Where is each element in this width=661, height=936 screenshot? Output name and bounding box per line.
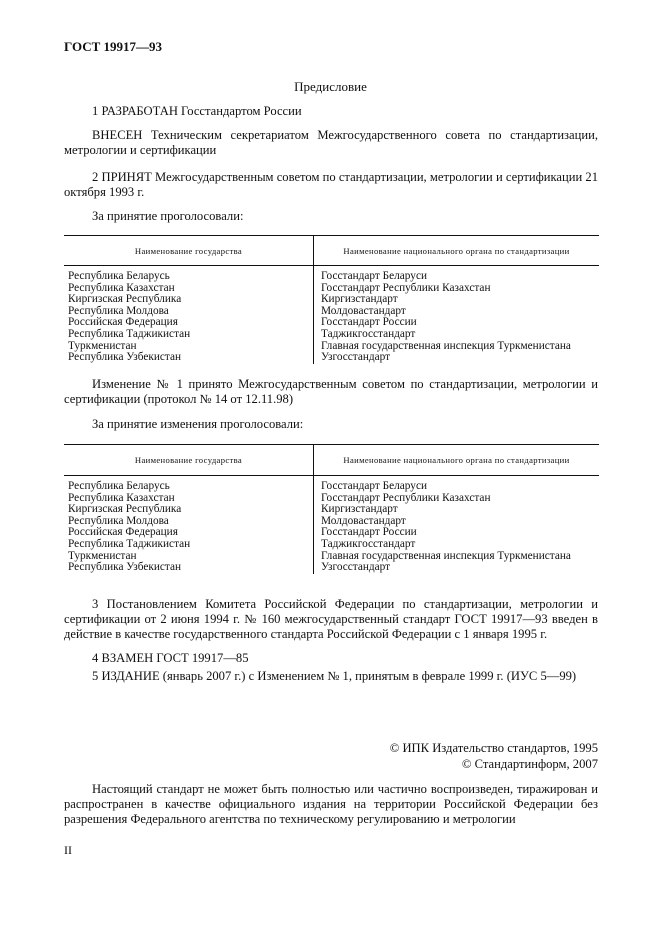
table-cell: Республика Узбекистан — [68, 561, 182, 574]
voted-intro: За принятие проголосовали: — [92, 209, 244, 223]
document-code: ГОСТ 19917—93 — [64, 39, 163, 54]
table-cell: Республика Молдова — [68, 304, 169, 317]
table-cell: Главная государственная инспекция Туркменистана — [321, 549, 571, 562]
table-cell: Киргизстандарт — [321, 293, 398, 306]
voting-table-1 — [64, 235, 599, 364]
voting-table-2 — [64, 444, 599, 574]
table-cell: Узгосстандарт — [321, 351, 391, 364]
table-cell: Молдовастандарт — [321, 304, 406, 317]
page-title: Предисловие — [294, 79, 367, 94]
copyright-ipk: © ИПК Издательство стандартов, 1995 — [389, 741, 598, 755]
item-adopted: 2 ПРИНЯТ Межгосударственным советом по стандартизации, метрологии и сертификации 21 октября 1993 г. — [64, 170, 598, 199]
amendment-voted-intro: За принятие изменения проголосовали: — [92, 417, 304, 431]
table-cell: Госстандарт Беларуси — [321, 270, 428, 282]
table-cell: Госстандарт Республики Казахстан — [321, 491, 491, 504]
amendment-note: Изменение № 1 принято Межгосударственным советом по стандартизации, метрологии и сертификации (протокол № 14 от 12.11.98) — [64, 377, 598, 406]
table-cell: Госстандарт России — [321, 526, 417, 539]
table-cell: Молдовастандарт — [321, 514, 406, 527]
table-cell: Киргизская Республика — [68, 503, 182, 516]
table2-authority-column — [314, 476, 600, 574]
item-decree: 3 Постановлением Комитета Российской Федерации по стандартизации, метрологии и сертификации от 2 июня 1994 г. № 160 межгосударственный стандарт ГОСТ 19917—93 введен в действие в качестве государственного стандарта Российской Федерации с 1 января 1995 г. — [64, 597, 598, 641]
table-cell: Главная государственная инспекция Туркменистана — [321, 339, 571, 352]
table-cell: Республика Таджикистан — [68, 327, 191, 340]
table1-authority-column — [314, 266, 600, 364]
table-cell: Республика Узбекистан — [68, 351, 182, 364]
table1-col1-header: Наименование государства — [64, 236, 314, 266]
table-cell: Таджикгосстандарт — [321, 327, 416, 340]
table-cell: Киргизская Республика — [68, 293, 182, 306]
table-cell: Госстандарт России — [321, 316, 417, 329]
reproduction-notice: Настоящий стандарт не может быть полностью или частично воспроизведен, тиражирован и распространен в качестве официального издания на территории Российской Федерации без разрешения Федерального агентства по техническому регулированию и метрологии — [64, 782, 598, 826]
table-cell: Туркменистан — [68, 339, 137, 352]
table-cell: Госстандарт Беларуси — [321, 480, 428, 492]
table1-country-column — [64, 266, 314, 364]
table-cell: Российская Федерация — [68, 526, 178, 539]
table2-country-column — [64, 476, 314, 574]
table-cell: Туркменистан — [68, 549, 137, 562]
table-cell: Киргизстандарт — [321, 503, 398, 516]
table2-col2-header: Наименование национального органа по стандартизации — [314, 445, 600, 476]
item-edition: 5 ИЗДАНИЕ (январь 2007 г.) с Изменением № 1, принятым в феврале 1999 г. (ИУС 5—99) — [92, 669, 577, 683]
table-cell: Республика Беларусь — [68, 270, 170, 282]
table-cell: Республика Молдова — [68, 514, 169, 527]
table1-col2-header: Наименование национального органа по стандартизации — [314, 236, 600, 266]
table-cell: Республика Казахстан — [68, 281, 175, 294]
table-cell: Таджикгосстандарт — [321, 537, 416, 550]
page-number: II — [64, 843, 72, 857]
table-cell: Российская Федерация — [68, 316, 178, 329]
item-replaces: 4 ВЗАМЕН ГОСТ 19917—85 — [92, 651, 249, 665]
item-submitted: ВНЕСЕН Техническим секретариатом Межгосударственного совета по стандартизации, метрологии и сертификации — [64, 128, 598, 157]
table-cell: Республика Беларусь — [68, 480, 170, 492]
item-developed: 1 РАЗРАБОТАН Госстандартом России — [92, 104, 302, 118]
table-cell: Республика Казахстан — [68, 491, 175, 504]
copyright-standartinform: © Стандартинформ, 2007 — [461, 757, 598, 771]
table-cell: Республика Таджикистан — [68, 537, 191, 550]
table2-col1-header: Наименование государства — [64, 445, 314, 476]
table-cell: Госстандарт Республики Казахстан — [321, 281, 491, 294]
table-cell: Узгосстандарт — [321, 561, 391, 574]
